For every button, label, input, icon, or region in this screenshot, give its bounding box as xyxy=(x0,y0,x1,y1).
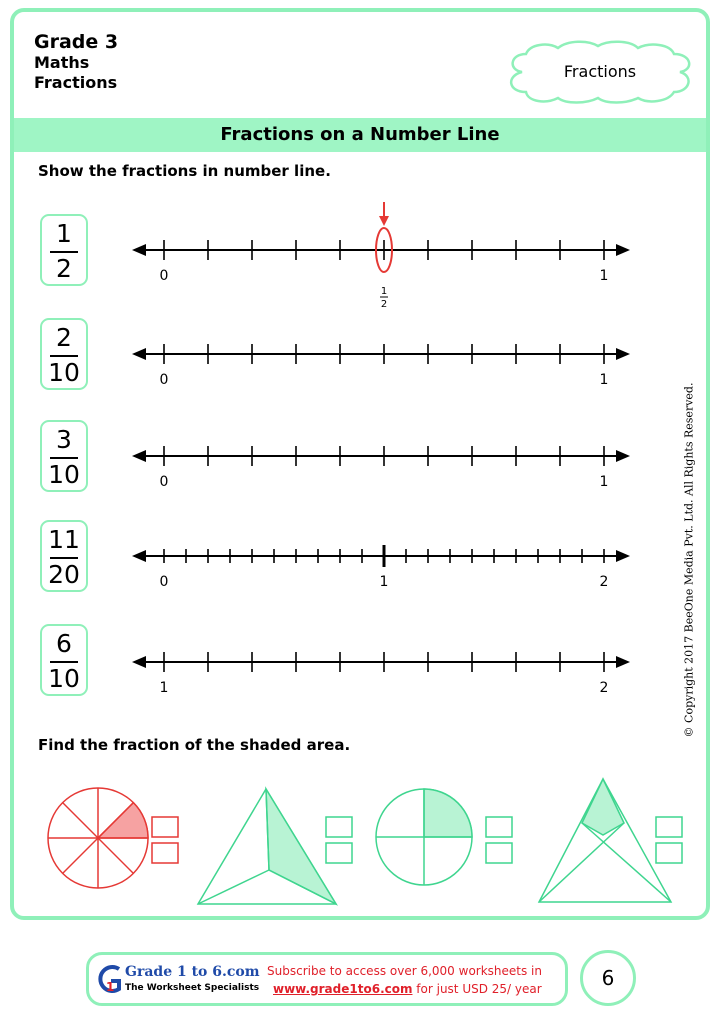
denominator: 10 xyxy=(48,460,80,489)
answer-boxes-1[interactable] xyxy=(152,817,178,863)
numerator: 6 xyxy=(56,629,72,658)
footer-panel xyxy=(86,952,568,1006)
numerator: 1 xyxy=(56,219,72,248)
shaded-shapes xyxy=(14,767,706,917)
numerator: 2 xyxy=(56,323,72,352)
denominator: 10 xyxy=(48,664,80,693)
label-end: 1 xyxy=(599,372,609,388)
instruction-shaded-area: Find the fraction of the shaded area. xyxy=(38,736,351,754)
label-mid: 1 xyxy=(379,574,389,590)
arrow-right-icon xyxy=(616,550,630,562)
label-start: 0 xyxy=(159,372,169,388)
arrow-right-icon xyxy=(616,450,630,462)
subscribe-link[interactable]: www.grade1to6.com xyxy=(273,982,413,996)
instruction-number-line: Show the fractions in number line. xyxy=(38,162,331,180)
triangle-thirds-shape xyxy=(198,789,336,904)
cloud-label: Fractions xyxy=(563,62,637,81)
answer-boxes-2[interactable] xyxy=(326,817,352,863)
numerator: 3 xyxy=(56,425,72,454)
arrow-left-icon xyxy=(132,550,146,562)
arrow-right-icon xyxy=(616,244,630,256)
logo-tagline: The Worksheet Specialists xyxy=(125,983,260,993)
subscribe-text: Subscribe to access over 6,000 worksheets in xyxy=(267,964,542,978)
arrow-down-icon xyxy=(379,216,389,226)
label-end: 1 xyxy=(599,474,609,490)
label-start: 0 xyxy=(159,474,169,490)
svg-text:1: 1 xyxy=(106,980,115,994)
arrow-left-icon xyxy=(132,348,146,360)
arrow-left-icon xyxy=(132,244,146,256)
answer-boxes-3[interactable] xyxy=(486,817,512,863)
number-lines xyxy=(14,12,706,732)
label-end: 2 xyxy=(599,680,609,696)
subject-label: Maths xyxy=(34,53,90,72)
example-denominator: 2 xyxy=(380,299,388,310)
label-end: 2 xyxy=(599,574,609,590)
arrow-right-icon xyxy=(616,656,630,668)
denominator: 20 xyxy=(48,560,80,589)
label-start: 0 xyxy=(159,268,169,284)
label-end: 1 xyxy=(599,268,609,284)
banner-title: Fractions on a Number Line xyxy=(14,118,706,152)
example-numerator: 1 xyxy=(380,286,388,297)
grade-label: Grade 3 xyxy=(34,31,119,53)
logo-icon xyxy=(95,961,123,999)
triangle-quarters-shape xyxy=(539,779,671,902)
worksheet-frame xyxy=(10,8,710,920)
answer-boxes-4[interactable] xyxy=(656,817,682,863)
circle-eighths-shape xyxy=(48,788,148,888)
circle-quarters-shape xyxy=(376,789,472,885)
label-start: 0 xyxy=(159,574,169,590)
label-start: 1 xyxy=(159,680,169,696)
denominator: 10 xyxy=(48,358,80,387)
logo-title: Grade 1 to 6.com xyxy=(125,964,260,980)
arrow-right-icon xyxy=(616,348,630,360)
denominator: 2 xyxy=(56,254,72,283)
arrow-left-icon xyxy=(132,656,146,668)
subscribe-text-2 xyxy=(273,982,542,996)
topic-label: Fractions xyxy=(34,73,118,92)
subscribe-price: for just USD 25/ year xyxy=(412,982,542,996)
page-number: 6 xyxy=(580,950,636,1006)
arrow-left-icon xyxy=(132,450,146,462)
numerator: 11 xyxy=(48,525,80,554)
